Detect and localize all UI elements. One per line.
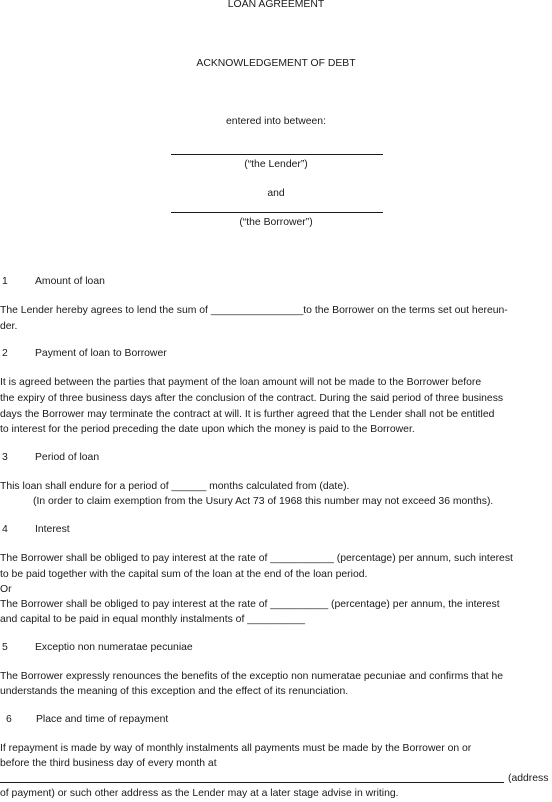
section-heading-amount: Amount of loan	[35, 276, 105, 287]
section-text-line: The Borrower shall be obliged to pay interest at the rate of __________ (percentage) per annum, the interest	[0, 599, 500, 610]
address-label: (address	[508, 773, 549, 784]
section-heading-period: Period of loan	[35, 452, 100, 463]
entered-into-text: entered into between:	[226, 116, 326, 127]
section-text-line: If repayment is made by way of monthly instalments all payments must be made by the Borrower on or	[0, 743, 472, 754]
section-number: 6	[6, 714, 12, 725]
section-text-line: of payment) or such other address as the Lender may at a later stage advise in writing.	[0, 788, 399, 799]
section-text-line: The Borrower expressly renounces the benefits of the exceptio non numeratae pecuniae and confirms that he	[0, 671, 504, 682]
section-text-line: It is agreed between the parties that payment of the loan amount will not be made to the Borrower before	[0, 377, 482, 388]
section-text-line: before the third business day of every month at	[0, 758, 217, 769]
document-subtitle: ACKNOWLEDGEMENT OF DEBT	[196, 58, 356, 69]
section-heading-repayment: Place and time of repayment	[36, 714, 169, 725]
section-number: 2	[2, 348, 8, 359]
section-text-line: der.	[0, 321, 18, 332]
section-heading-payment: Payment of loan to Borrower	[35, 348, 167, 359]
section-heading-interest: Interest	[35, 524, 70, 535]
section-text-line: The Borrower shall be obliged to pay interest at the rate of ___________ (percentage) per annum, such interest	[0, 553, 513, 564]
section-text-line: to interest for the period preceding the date upon which the money is paid to the Borrower.	[0, 424, 415, 435]
section-number: 1	[2, 276, 8, 287]
section-text-line: the expiry of three business days after the conclusion of the contract. During the said period of three business	[0, 393, 504, 404]
section-text-line: The Lender hereby agrees to lend the sum of ________________to the Borrower on the terms set out hereun-	[0, 305, 508, 316]
payment-address-blank-line	[0, 782, 504, 783]
section-text-line: understands the meaning of this exception and the effect of its renunciation.	[0, 686, 349, 697]
section-number: 5	[2, 642, 8, 653]
borrower-label: (“the Borrower”)	[239, 217, 313, 228]
section-text-line: days the Borrower may terminate the contract at will. It is further agreed that the Lender shall not be entitled	[0, 409, 495, 420]
document-title: LOAN AGREEMENT	[227, 0, 325, 10]
lender-signature-line	[171, 154, 383, 155]
borrower-signature-line	[171, 212, 383, 213]
section-text-line: and capital to be paid in equal monthly instalments of __________	[0, 614, 306, 625]
section-number: 3	[2, 452, 8, 463]
section-heading-exceptio: Exceptio non numeratae pecuniae	[35, 642, 193, 653]
section-text-line: This loan shall endure for a period of ______ months calculated from (date).	[0, 481, 350, 492]
section-note-line: (In order to claim exemption from the Usury Act 73 of 1968 this number may not exceed 36 months).	[33, 496, 494, 507]
and-text: and	[267, 188, 285, 199]
section-or-text: Or	[0, 584, 12, 595]
section-number: 4	[2, 524, 8, 535]
lender-label: (“the Lender”)	[244, 159, 308, 170]
section-text-line: to be paid together with the capital sum of the loan at the end of the loan period.	[0, 569, 368, 580]
